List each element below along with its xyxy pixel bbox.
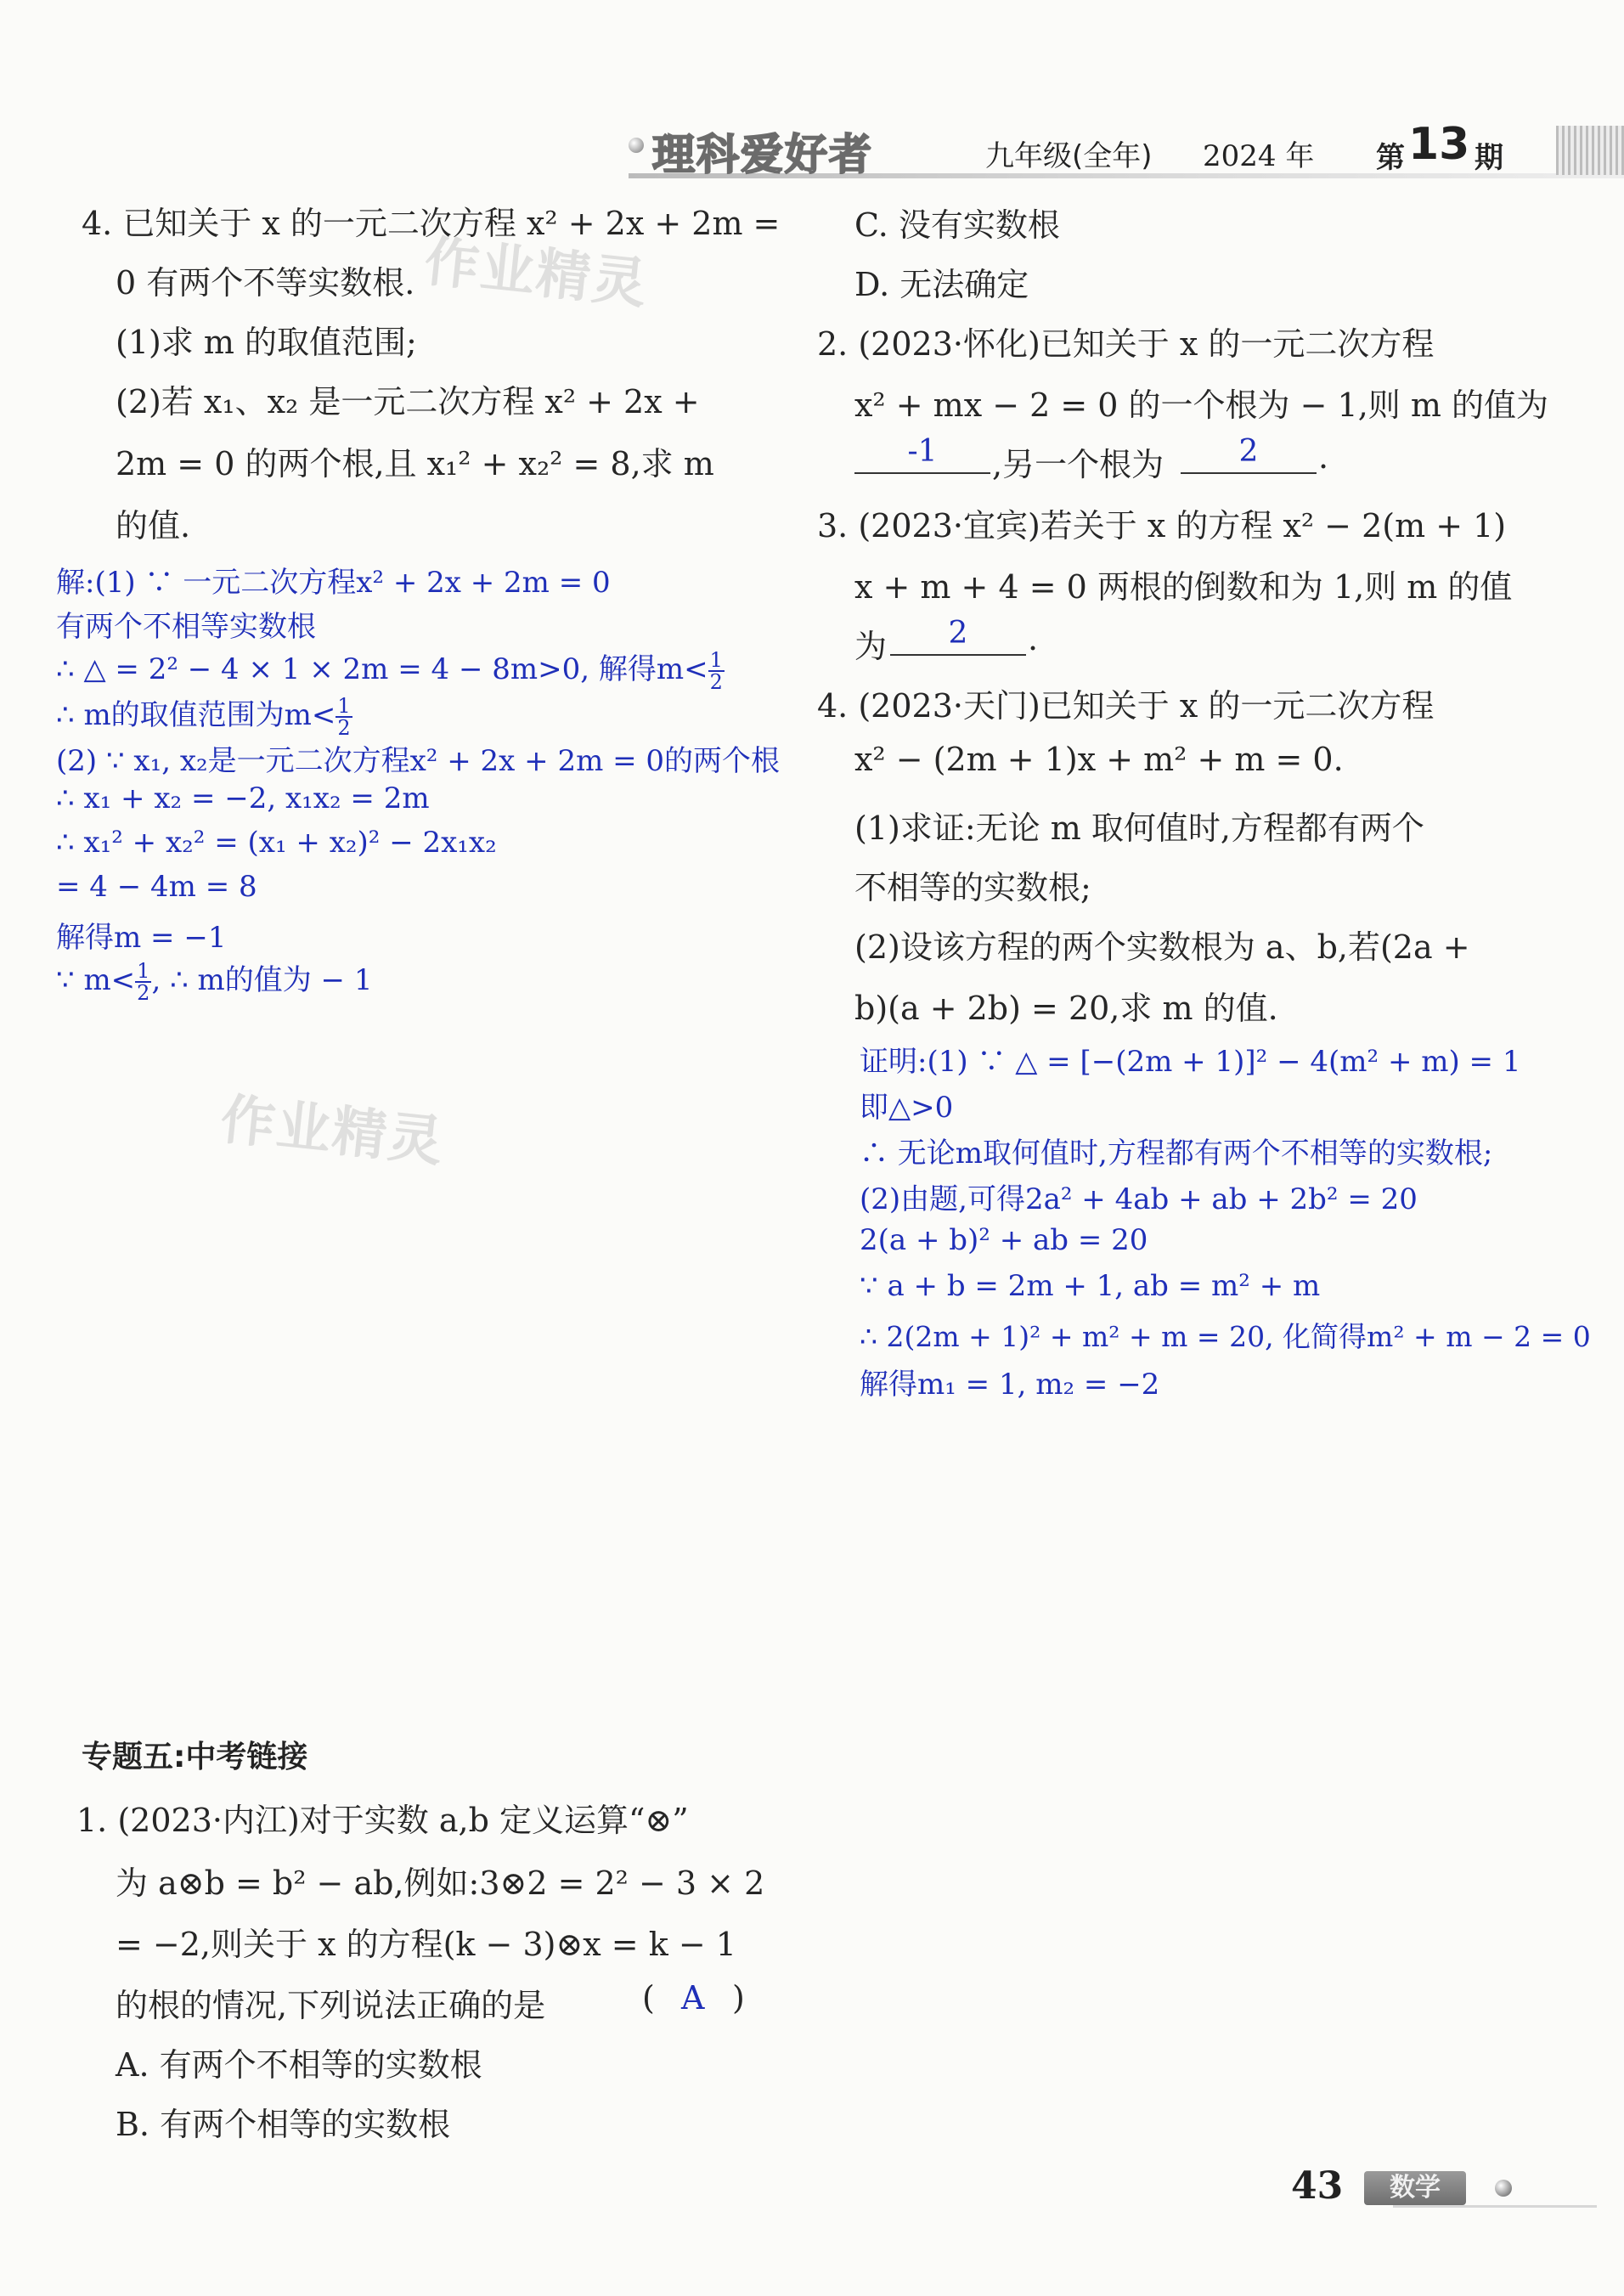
question-line: 为 a⊗b = b² − ab,例如:3⊗2 = 2² − 3 × 2: [116, 1864, 765, 1902]
solution-line: ∴ x₁² + x₂² = (x₁ + x₂)² − 2x₁x₂: [56, 826, 497, 860]
issue-suffix: 期: [1475, 141, 1503, 175]
footer-bullet-icon: [1495, 2180, 1512, 2197]
question-line: 1. (2023·内江)对于实数 a,b 定义运算“⊗”: [76, 1802, 689, 1839]
answer-blank: -1: [854, 435, 990, 474]
solution-line: [56, 646, 725, 692]
question-line: b)(a + 2b) = 20,求 m 的值.: [854, 990, 1278, 1027]
question-line: 不相等的实数根;: [854, 869, 1091, 906]
page-number: 43: [1291, 2164, 1344, 2208]
answer-blank: 2: [890, 617, 1026, 656]
question-line: 4. 已知关于 x 的一元二次方程 x² + 2x + 2m =: [82, 205, 781, 242]
section-title: 专题五:中考链接: [82, 1740, 308, 1774]
option-d: D. 无法确定: [854, 266, 1029, 303]
question-text: 为: [854, 628, 888, 665]
option-c: C. 没有实数根: [854, 206, 1060, 244]
solution-text: ∴ △ = 2² − 4 × 1 × 2m = 4 − 8m>0, 解得m<: [56, 652, 708, 686]
solution-text: ∴ m的取值范围为m<: [56, 698, 336, 732]
solution-line: ∴ x₁ + x₂ = −2, x₁x₂ = 2m: [56, 781, 430, 815]
solution-line: 即△>0: [860, 1091, 954, 1125]
watermark: 作业精灵: [421, 230, 651, 317]
solution-line: (2) ∵ x₁, x₂是一元二次方程x² + 2x + 2m = 0的两个根: [56, 744, 781, 778]
answer-choice: A: [681, 1979, 705, 2017]
subject-badge: 数学: [1364, 2171, 1466, 2205]
question-line: (2)若 x₁、x₂ 是一元二次方程 x² + 2x +: [116, 383, 700, 420]
question-line: 3. (2023·宜宾)若关于 x 的方程 x² − 2(m + 1): [817, 507, 1507, 544]
option-a: A. 有两个不相等的实数根: [116, 2046, 482, 2084]
year-label: 2024 年: [1203, 139, 1315, 173]
grade-label: 九年级(全年): [985, 139, 1153, 173]
question-text: ,另一个根为: [992, 446, 1164, 483]
solution-text: , ∴ m的值为 − 1: [151, 963, 373, 997]
header-stripes: [1556, 126, 1624, 175]
issue-prefix: 第: [1376, 141, 1405, 175]
question-line: (1)求证:无论 m 取何值时,方程都有两个: [854, 810, 1424, 847]
answer-paren-close: ): [732, 1979, 745, 2017]
solution-line: = 4 − 4m = 8: [56, 870, 257, 904]
solution-line: 解得m = −1: [56, 921, 227, 955]
question-line: 4. (2023·天门)已知关于 x 的一元二次方程: [817, 687, 1435, 725]
answer-blank: 2: [1181, 435, 1317, 474]
question-line: (1)求 m 的取值范围;: [116, 324, 417, 361]
magazine-logo: 理科爱好者: [652, 130, 873, 179]
logo-bullet-icon: [629, 138, 644, 153]
answer-paren-open: (: [642, 1979, 655, 2017]
footer-rule: [1393, 2205, 1597, 2208]
fraction-half: $\frac{1}{2}$: [709, 648, 723, 694]
question-line: x² + mx − 2 = 0 的一个根为 − 1,则 m 的值为: [854, 386, 1549, 424]
solution-line: 有两个不相等实数根: [56, 610, 316, 644]
page-header: [629, 119, 1624, 185]
question-line: x² − (2m + 1)x + m² + m = 0.: [854, 741, 1344, 778]
question-line: 的值.: [116, 507, 191, 544]
question-text: .: [1028, 620, 1039, 657]
question-line: 的根的情况,下列说法正确的是: [116, 1987, 546, 2024]
solution-line: 2(a + b)² + ab = 20: [860, 1223, 1148, 1257]
solution-line: (2)由题,可得2a² + 4ab + ab + 2b² = 20: [860, 1182, 1418, 1216]
solution-text: ∵ m<: [56, 963, 136, 997]
issue-number: 13: [1408, 119, 1470, 170]
option-b: B. 有两个相等的实数根: [116, 2106, 451, 2143]
solution-line: 解得m₁ = 1, m₂ = −2: [860, 1368, 1160, 1402]
solution-line: ∵ a + b = 2m + 1, ab = m² + m: [860, 1269, 1321, 1303]
solution-line: ∴ 2(2m + 1)² + m² + m = 20, 化简得m² + m − 2 = 0: [860, 1320, 1591, 1353]
solution-line: ∴ 无论m取何值时,方程都有两个不相等的实数根;: [860, 1137, 1493, 1171]
question-line: = −2,则关于 x 的方程(k − 3)⊗x = k − 1: [116, 1926, 736, 1963]
solution-line: 证明:(1) ∵ △ = [−(2m + 1)]² − 4(m² + m) = 1: [860, 1045, 1521, 1079]
question-line: 2. (2023·怀化)已知关于 x 的一元二次方程: [817, 325, 1435, 363]
question-text: .: [1318, 438, 1329, 476]
solution-line: 解:(1) ∵ 一元二次方程x² + 2x + 2m = 0: [56, 566, 611, 600]
solution-line: [56, 691, 352, 738]
fraction-half: $\frac{1}{2}$: [137, 959, 150, 1005]
question-line: (2)设该方程的两个实数根为 a、b,若(2a +: [854, 928, 1470, 966]
watermark: 作业精灵: [217, 1088, 448, 1175]
question-line: 2m = 0 的两个根,且 x₁² + x₂² = 8,求 m: [116, 445, 714, 482]
question-line: x + m + 4 = 0 两根的倒数和为 1,则 m 的值: [854, 568, 1513, 606]
solution-line: [56, 956, 372, 1003]
question-line: 0 有两个不等实数根.: [116, 264, 415, 302]
fraction-half: $\frac{1}{2}$: [337, 694, 351, 740]
